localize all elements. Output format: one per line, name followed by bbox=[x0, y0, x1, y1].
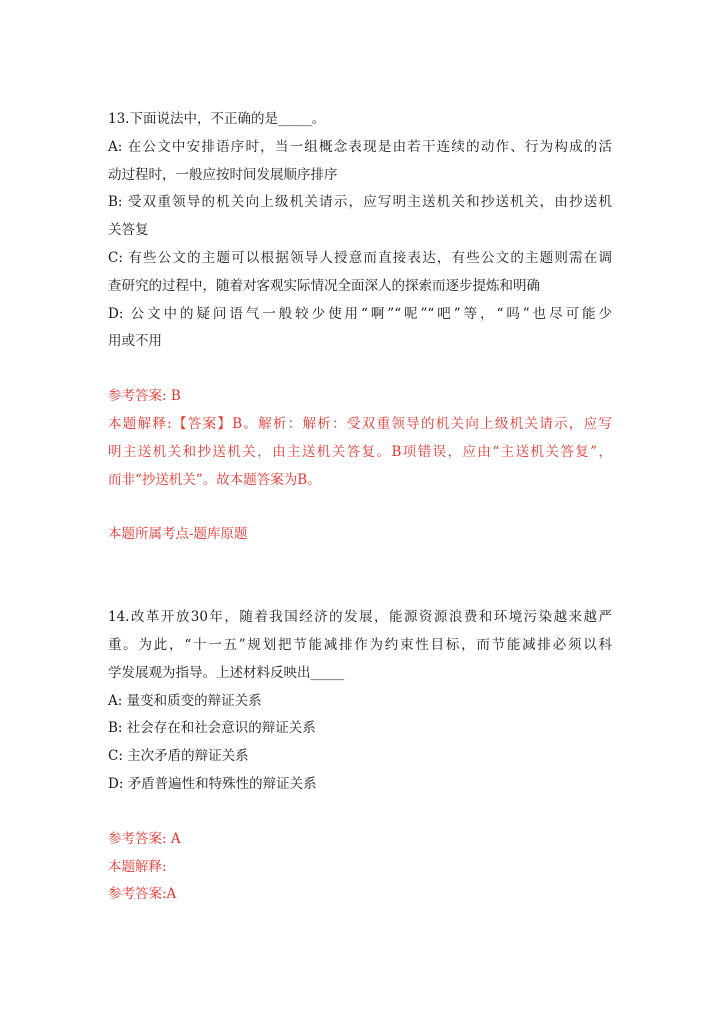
option-d: D: 矛盾普遍性和特殊性的辩证关系 bbox=[108, 775, 317, 792]
question-13 bbox=[108, 106, 612, 549]
question-stem bbox=[108, 604, 612, 687]
option-a: A: 量变和质变的辩证关系 bbox=[108, 692, 262, 709]
explanation-label: 本题解释: bbox=[108, 858, 167, 875]
explanation bbox=[108, 411, 612, 494]
answer-repeat-text: 参考答案:A bbox=[108, 886, 177, 903]
option-line: 查研究的过程中，随着对客观实际情况全面深人的探索而逐步提炼和明确 bbox=[108, 277, 540, 294]
option-line: 关答复 bbox=[108, 222, 149, 239]
category-text: 本题所属考点-题库原题 bbox=[108, 526, 248, 543]
document-page bbox=[108, 106, 612, 909]
stem-line: 学发展观为指导。上述材料反映出_____ bbox=[108, 664, 345, 681]
answer-text: 参考答案: B bbox=[108, 388, 181, 405]
option-line: 动过程时，一般应按时间发展顺序排序 bbox=[108, 166, 338, 183]
explanation-line: 本题解释:【答案】B。解析：解析：受双重领导的机关向上级机关请示，应写 bbox=[108, 415, 612, 432]
option-b bbox=[108, 189, 612, 245]
option-a bbox=[108, 134, 612, 190]
option-line: C: 有些公文的主题可以根据领导人授意而直接表达，有些公文的主题则需在调 bbox=[108, 249, 612, 266]
question-14 bbox=[108, 604, 612, 909]
stem-line: 14.改革开放30年，随着我国经济的发展，能源资源浪费和环境污染越来越严 bbox=[108, 609, 612, 626]
option-c: C: 主次矛盾的辩证关系 bbox=[108, 748, 249, 765]
option-line: D: 公文中的疑问语气一般较少使用“啊”“呢”“吧”等，“吗”也尽可能少 bbox=[108, 305, 612, 322]
option-line: 用或不用 bbox=[108, 333, 162, 350]
answer-text: 参考答案: A bbox=[108, 830, 181, 847]
explanation-line: 而非“抄送机关”。故本题答案为B。 bbox=[108, 471, 321, 488]
option-line: A: 在公文中安排语序时，当一组概念表现是由若干连续的动作、行为构成的活 bbox=[108, 138, 612, 155]
option-d bbox=[108, 301, 612, 357]
question-stem: 13.下面说法中，不正确的是_____。 bbox=[108, 111, 326, 127]
option-line: B: 受双重领导的机关向上级机关请示，应写明主送机关和抄送机关，由抄送机 bbox=[108, 194, 612, 211]
option-c bbox=[108, 245, 612, 301]
explanation-line: 明主送机关和抄送机关，由主送机关答复。B项错误，应由“主送机关答复”， bbox=[108, 443, 612, 460]
stem-line: 重。为此，“十一五”规划把节能减排作为约束性目标，而节能减排必须以科 bbox=[108, 636, 612, 653]
option-b: B: 社会存在和社会意识的辩证关系 bbox=[108, 720, 316, 737]
